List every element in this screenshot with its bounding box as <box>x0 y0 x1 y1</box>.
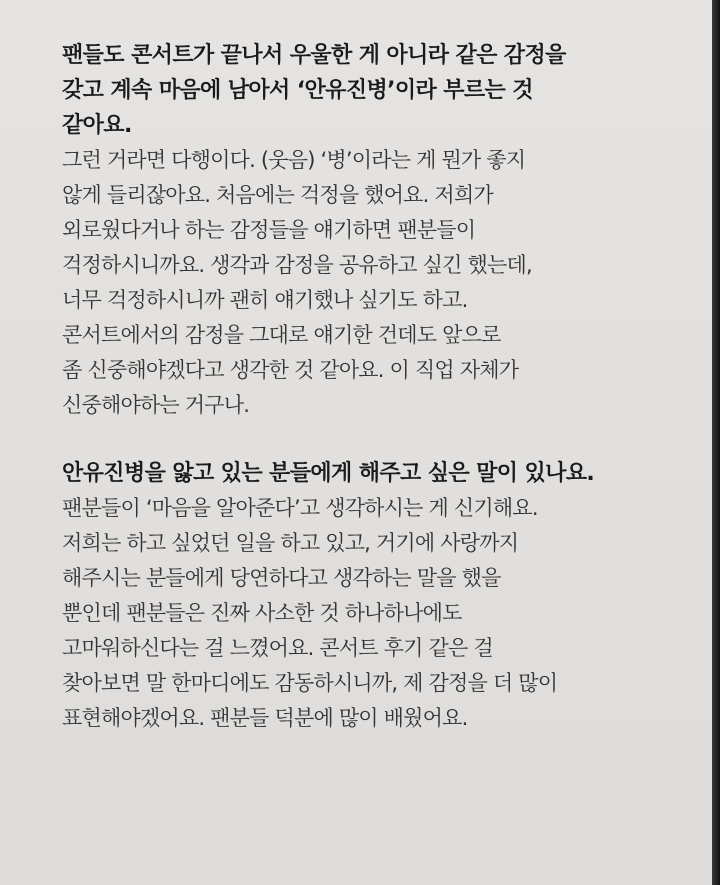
interview-text <box>62 38 702 736</box>
question-line: 안유진병을 앓고 있는 분들에게 해주고 싶은 말이 있나요. <box>62 461 595 486</box>
answer-line: 걱정하시니까요. 생각과 감정을 공유하고 싶긴 했는데, <box>62 253 532 277</box>
page-edge-shadow <box>712 0 720 885</box>
question-line: 같아요. <box>62 113 132 138</box>
answer-line: 외로웠다거나 하는 감정들을 얘기하면 팬분들이 <box>62 218 476 242</box>
answer-line: 않게 들리잖아요. 처음에는 걱정을 했어요. 저희가 <box>62 183 493 207</box>
answer-line: 뿐인데 팬분들은 진짜 사소한 것 하나하나에도 <box>62 601 462 625</box>
question-2 <box>62 456 702 491</box>
interview-section-2 <box>62 456 702 736</box>
question-line: 갖고 계속 마음에 남아서 ‘안유진병’이라 부르는 것 <box>62 78 533 103</box>
answer-line: 좀 신중해야겠다고 생각한 것 같아요. 이 직업 자체가 <box>62 358 519 382</box>
section-spacer <box>62 423 702 456</box>
answer-line: 그런 거라면 다행이다. (웃음) ‘병’이라는 게 뭔가 좋지 <box>62 148 526 172</box>
interview-section-1 <box>62 38 702 423</box>
question-1 <box>62 38 702 143</box>
answer-line: 팬분들이 ‘마음을 알아준다’고 생각하시는 게 신기해요. <box>62 496 538 520</box>
answer-line: 찾아보면 말 한마디에도 감동하시니까, 제 감정을 더 많이 <box>62 671 558 695</box>
answer-line: 고마워하신다는 걸 느꼈어요. 콘서트 후기 같은 걸 <box>62 636 493 660</box>
answer-1 <box>62 143 702 423</box>
question-line: 팬들도 콘서트가 끝나서 우울한 게 아니라 같은 감정을 <box>62 43 566 68</box>
answer-line: 콘서트에서의 감정을 그대로 얘기한 건데도 앞으로 <box>62 323 501 347</box>
answer-line: 표현해야겠어요. 팬분들 덕분에 많이 배웠어요. <box>62 706 468 730</box>
answer-line: 신중해야하는 거구나. <box>62 393 250 417</box>
answer-2 <box>62 491 702 736</box>
answer-line: 너무 걱정하시니까 괜히 얘기했나 싶기도 하고. <box>62 288 468 312</box>
answer-line: 해주시는 분들에게 당연하다고 생각하는 말을 했을 <box>62 566 501 590</box>
answer-line: 저희는 하고 싶었던 일을 하고 있고, 거기에 사랑까지 <box>62 531 519 555</box>
